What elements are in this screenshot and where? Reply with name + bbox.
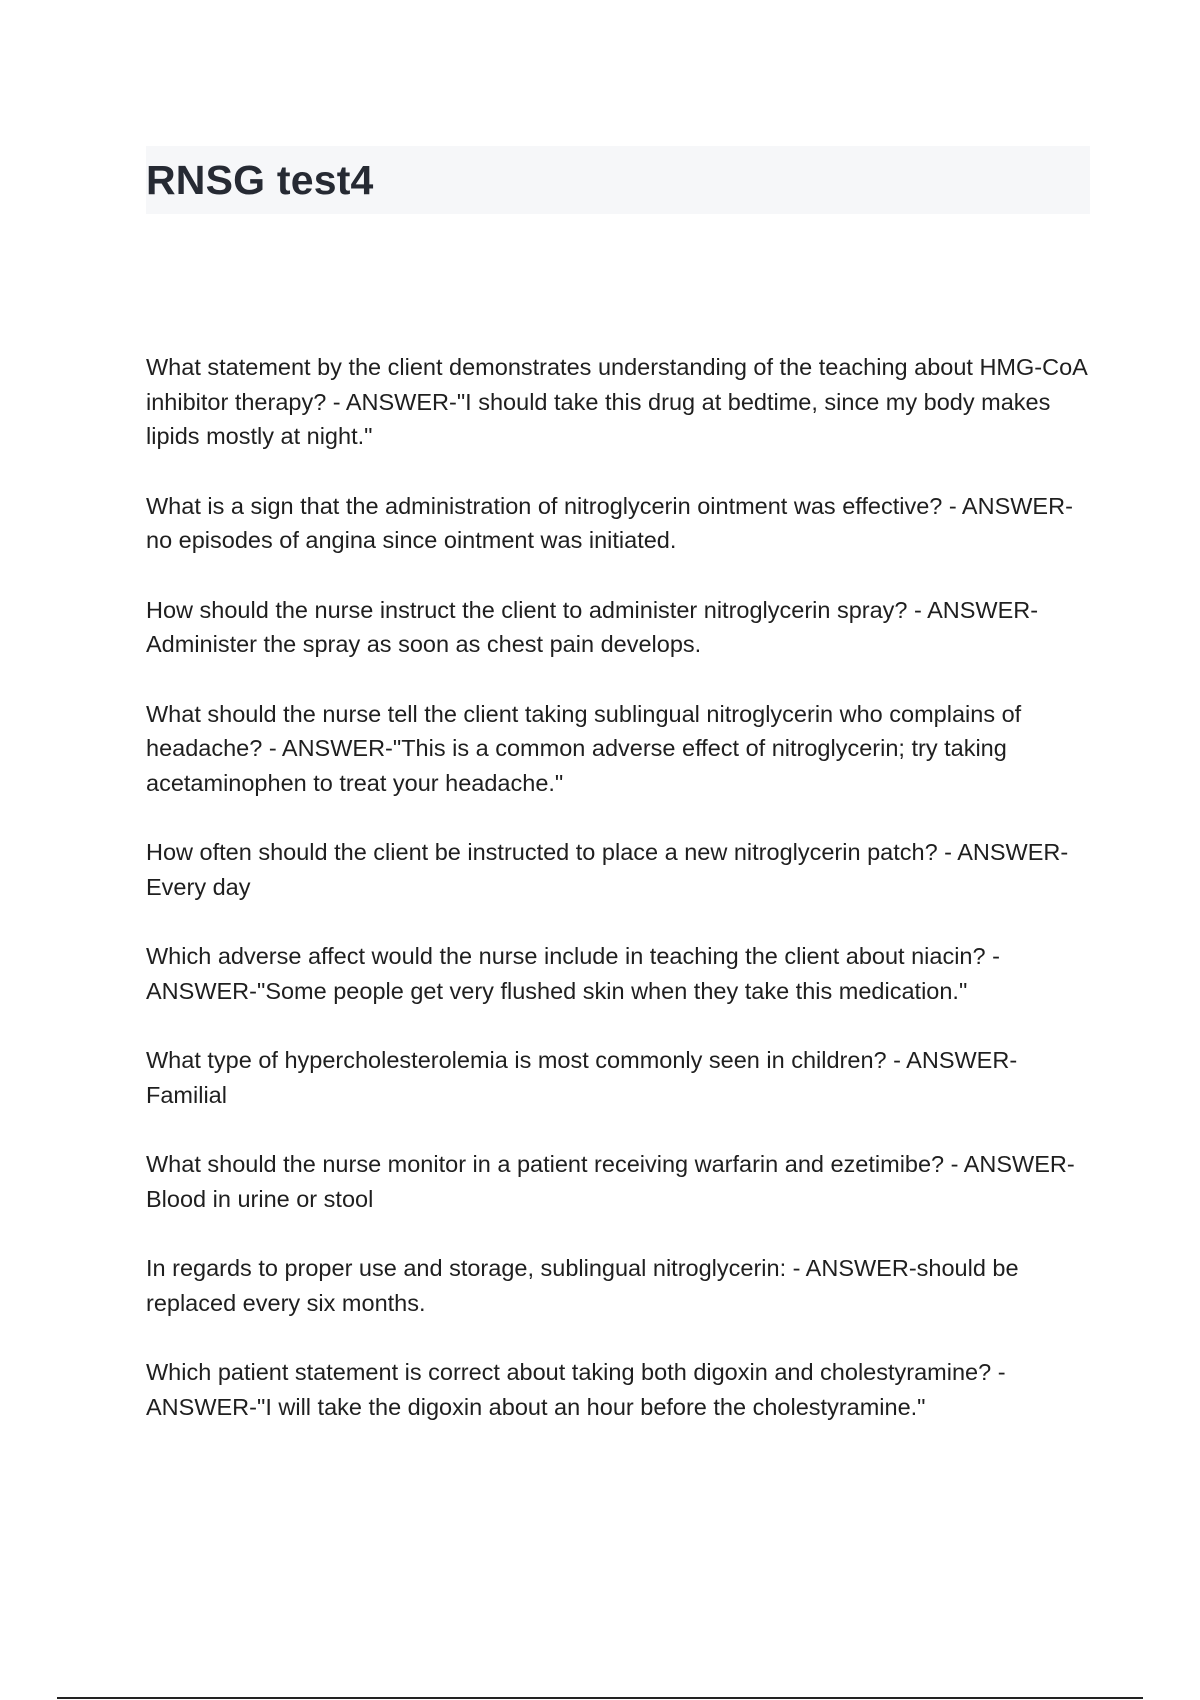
qa-item: How often should the client be instructed to place a new nitroglycerin patch? - ANSWER-Every day bbox=[146, 839, 1069, 900]
title-bar bbox=[146, 146, 1090, 214]
qa-item: How should the nurse instruct the client to administer nitroglycerin spray? - ANSWER-Administer the spray as soon as chest pain develops. bbox=[146, 596, 1039, 657]
document-title: RNSG test4 bbox=[146, 157, 374, 203]
qa-item: What is a sign that the administration of nitroglycerin ointment was effective? - ANSWER-no episodes of angina since ointment was initiated. bbox=[146, 492, 1073, 553]
qa-list bbox=[146, 350, 1090, 1459]
footer-divider bbox=[57, 1697, 1143, 1699]
qa-item: What statement by the client demonstrates understanding of the teaching about HMG-CoA inhibitor therapy? - ANSWER-"I should take this drug at bedtime, since my body makes lipids mostly at night." bbox=[146, 354, 1087, 449]
qa-item: What type of hypercholesterolemia is most commonly seen in children? - ANSWER-Familial bbox=[146, 1047, 1018, 1108]
qa-item: What should the nurse tell the client taking sublingual nitroglycerin who complains of headache? - ANSWER-"This is a common adverse effect of nitroglycerin; try taking acetaminophen to treat your headache." bbox=[146, 700, 1022, 796]
qa-item: What should the nurse monitor in a patient receiving warfarin and ezetimibe? - ANSWER-Blood in urine or stool bbox=[146, 1151, 1075, 1212]
qa-item: Which adverse affect would the nurse include in teaching the client about niacin? - ANSWER-"Some people get very flushed skin when they take this medication." bbox=[146, 943, 1000, 1004]
qa-item: Which patient statement is correct about taking both digoxin and cholestyramine? - ANSWER-"I will take the digoxin about an hour before the cholestyramine." bbox=[146, 1359, 1006, 1420]
qa-item: In regards to proper use and storage, sublingual nitroglycerin: - ANSWER-should be replaced every six months. bbox=[146, 1255, 1019, 1316]
